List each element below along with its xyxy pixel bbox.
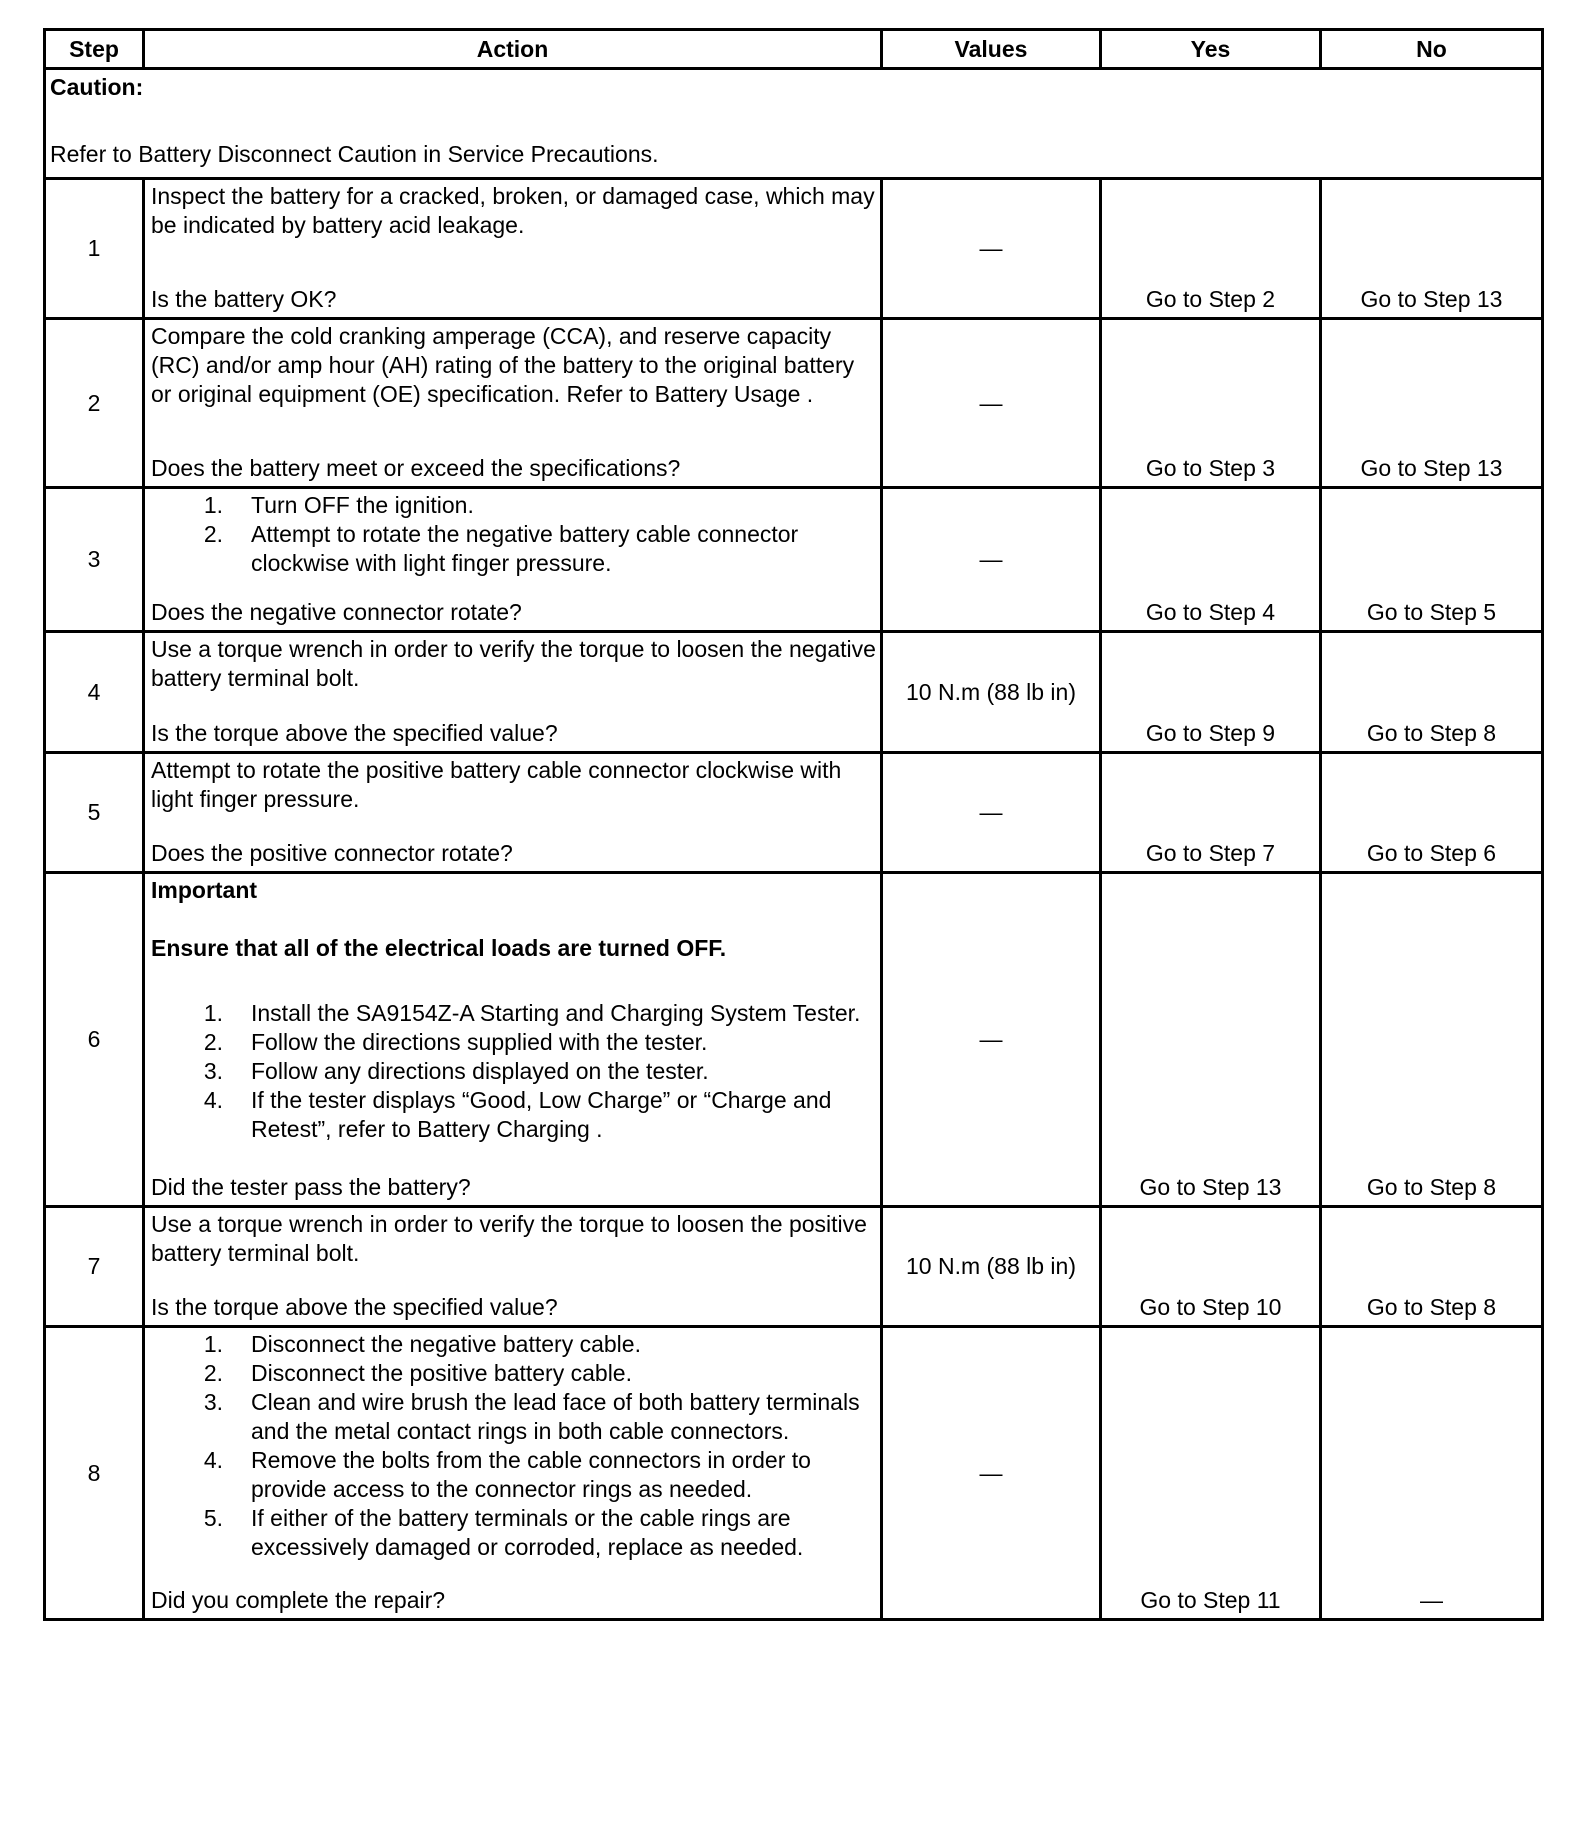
spec-value: 10 N.m (88 lb in) xyxy=(882,1207,1101,1327)
caution-cell xyxy=(45,69,1543,179)
step-number: 4 xyxy=(45,632,144,753)
spec-value: 10 N.m (88 lb in) xyxy=(882,632,1101,753)
spec-value: — xyxy=(882,488,1101,632)
caution-title: Caution: xyxy=(50,74,144,100)
list-number: 5. xyxy=(203,1505,223,1531)
list-text: Disconnect the positive battery cable. xyxy=(251,1360,632,1386)
action-cell xyxy=(144,1327,882,1620)
action-instructions xyxy=(151,1330,876,1562)
step-row xyxy=(45,179,1543,319)
list-number: 2. xyxy=(203,521,223,547)
header-step: Step xyxy=(45,30,144,69)
list-number: 1. xyxy=(203,1000,223,1026)
list-item xyxy=(151,1504,876,1562)
action-question: Is the battery OK? xyxy=(151,286,337,312)
list-item xyxy=(151,1359,876,1388)
header-no: No xyxy=(1321,30,1543,69)
no-result: Go to Step 13 xyxy=(1321,319,1543,488)
list-item xyxy=(151,1330,876,1359)
no-result: Go to Step 6 xyxy=(1321,753,1543,873)
header-yes: Yes xyxy=(1101,30,1321,69)
procedure-list xyxy=(151,1330,876,1562)
step-number: 3 xyxy=(45,488,144,632)
step-number: 7 xyxy=(45,1207,144,1327)
spec-value: — xyxy=(882,753,1101,873)
action-instructions xyxy=(151,635,876,693)
list-item xyxy=(151,999,876,1028)
diagnostic-table xyxy=(43,28,1544,1621)
list-item xyxy=(151,1086,876,1144)
action-text: Use a torque wrench in order to verify the torque to loosen the negative battery terminal bolt. xyxy=(151,636,876,691)
yes-result: Go to Step 10 xyxy=(1101,1207,1321,1327)
spec-value: — xyxy=(882,873,1101,1207)
list-text: Follow the directions supplied with the tester. xyxy=(251,1029,708,1055)
action-question: Is the torque above the specified value? xyxy=(151,1294,558,1320)
yes-result: Go to Step 7 xyxy=(1101,753,1321,873)
yes-result: Go to Step 9 xyxy=(1101,632,1321,753)
action-instructions xyxy=(151,1210,876,1268)
step-row xyxy=(45,1327,1543,1620)
no-result: Go to Step 8 xyxy=(1321,632,1543,753)
step-row xyxy=(45,488,1543,632)
yes-result: Go to Step 3 xyxy=(1101,319,1321,488)
yes-result: Go to Step 4 xyxy=(1101,488,1321,632)
list-number: 1. xyxy=(203,1331,223,1357)
step-row xyxy=(45,873,1543,1207)
list-text: If either of the battery terminals or the cable rings are excessively damaged or corroded, replace as needed. xyxy=(251,1505,804,1560)
step-number: 1 xyxy=(45,179,144,319)
no-result: — xyxy=(1321,1327,1543,1620)
list-number: 3. xyxy=(203,1058,223,1084)
no-result: Go to Step 8 xyxy=(1321,1207,1543,1327)
action-instructions xyxy=(151,182,876,240)
list-item xyxy=(151,1057,876,1086)
list-text: Attempt to rotate the negative battery cable connector clockwise with light finger pressure. xyxy=(251,521,799,576)
list-item xyxy=(151,1028,876,1057)
action-text: Inspect the battery for a cracked, broken, or damaged case, which may be indicated by battery acid leakage. xyxy=(151,183,875,238)
no-result: Go to Step 13 xyxy=(1321,179,1543,319)
list-text: Clean and wire brush the lead face of both battery terminals and the metal contact rings in both cable connectors. xyxy=(251,1389,860,1444)
action-cell xyxy=(144,632,882,753)
list-text: Follow any directions displayed on the tester. xyxy=(251,1058,709,1084)
list-text: If the tester displays “Good, Low Charge” or “Charge and Retest”, refer to Battery Charging . xyxy=(251,1087,832,1142)
action-cell xyxy=(144,179,882,319)
step-number: 2 xyxy=(45,319,144,488)
action-instructions xyxy=(151,491,876,578)
step-row xyxy=(45,319,1543,488)
list-item xyxy=(151,1388,876,1446)
action-text: Use a torque wrench in order to verify the torque to loosen the positive battery terminal bolt. xyxy=(151,1211,867,1266)
list-number: 4. xyxy=(203,1087,223,1113)
caution-row xyxy=(45,69,1543,179)
step-row xyxy=(45,632,1543,753)
action-text: Attempt to rotate the positive battery cable connector clockwise with light finger pressure. xyxy=(151,757,842,812)
step-number: 6 xyxy=(45,873,144,1207)
no-result: Go to Step 8 xyxy=(1321,873,1543,1207)
important-text: Ensure that all of the electrical loads are turned OFF. xyxy=(151,935,727,961)
important-label: Important xyxy=(151,877,258,903)
action-question: Did the tester pass the battery? xyxy=(151,1174,471,1200)
action-question: Does the negative connector rotate? xyxy=(151,599,522,625)
list-number: 2. xyxy=(203,1360,223,1386)
action-question: Does the battery meet or exceed the specifications? xyxy=(151,455,681,481)
step-row xyxy=(45,753,1543,873)
spec-value: — xyxy=(882,319,1101,488)
caution-text: Refer to Battery Disconnect Caution in Service Precautions. xyxy=(50,141,659,167)
list-item xyxy=(151,491,876,520)
list-item xyxy=(151,1446,876,1504)
yes-result: Go to Step 11 xyxy=(1101,1327,1321,1620)
header-row xyxy=(45,30,1543,69)
action-question: Did you complete the repair? xyxy=(151,1587,446,1613)
action-instructions xyxy=(151,876,876,1144)
list-number: 1. xyxy=(203,492,223,518)
header-values: Values xyxy=(882,30,1101,69)
action-question: Is the torque above the specified value? xyxy=(151,720,558,746)
action-question: Does the positive connector rotate? xyxy=(151,840,513,866)
list-text: Turn OFF the ignition. xyxy=(251,492,474,518)
step-number: 5 xyxy=(45,753,144,873)
list-text: Remove the bolts from the cable connectors in order to provide access to the connector rings as needed. xyxy=(251,1447,811,1502)
action-cell xyxy=(144,873,882,1207)
list-number: 3. xyxy=(203,1389,223,1415)
action-cell xyxy=(144,753,882,873)
action-cell xyxy=(144,1207,882,1327)
list-item xyxy=(151,520,876,578)
action-instructions xyxy=(151,756,876,814)
action-instructions xyxy=(151,322,876,409)
list-number: 4. xyxy=(203,1447,223,1473)
list-number: 2. xyxy=(203,1029,223,1055)
action-cell xyxy=(144,319,882,488)
yes-result: Go to Step 13 xyxy=(1101,873,1321,1207)
step-row xyxy=(45,1207,1543,1327)
step-number: 8 xyxy=(45,1327,144,1620)
list-text: Install the SA9154Z-A Starting and Charging System Tester. xyxy=(251,1000,861,1026)
yes-result: Go to Step 2 xyxy=(1101,179,1321,319)
spec-value: — xyxy=(882,1327,1101,1620)
header-action: Action xyxy=(144,30,882,69)
procedure-list xyxy=(151,999,876,1144)
no-result: Go to Step 5 xyxy=(1321,488,1543,632)
spec-value: — xyxy=(882,179,1101,319)
list-text: Disconnect the negative battery cable. xyxy=(251,1331,641,1357)
action-cell xyxy=(144,488,882,632)
action-text: Compare the cold cranking amperage (CCA), and reserve capacity (RC) and/or amp hour (AH) rating of the battery to the original battery or original equipment (OE) specification. Refer to Battery Usage . xyxy=(151,323,855,407)
procedure-list xyxy=(151,491,876,578)
